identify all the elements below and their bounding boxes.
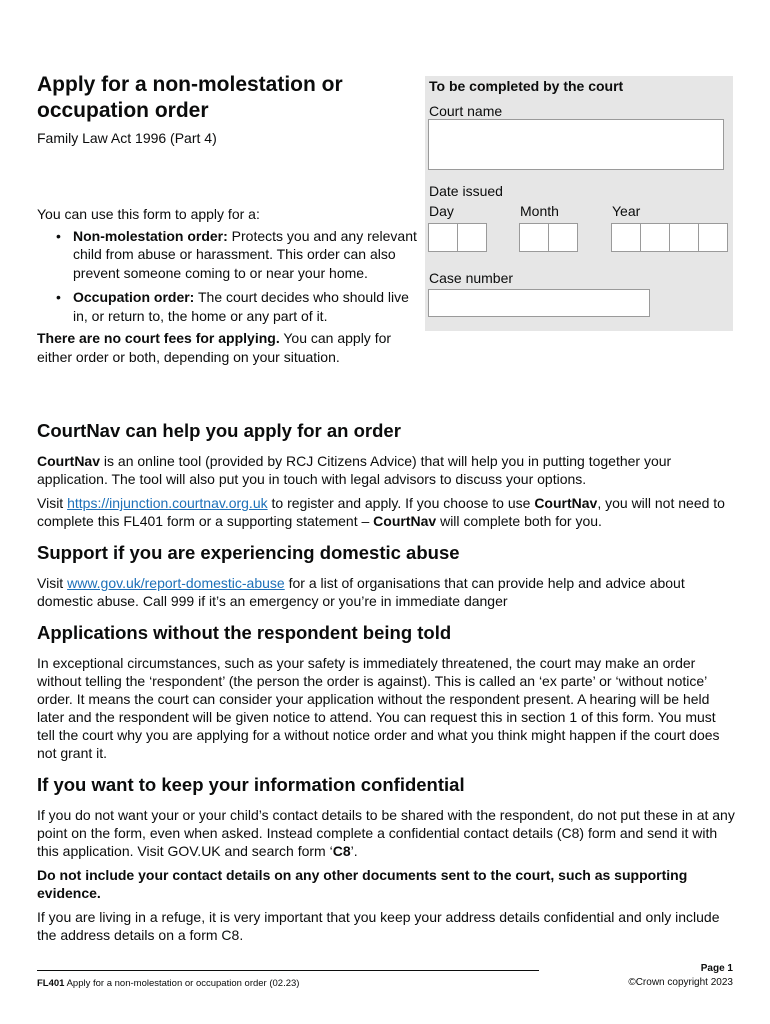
month-digit-1-field[interactable]: [519, 223, 549, 252]
courtnav-visit: [37, 494, 737, 530]
case-number-label: Case number: [429, 270, 514, 286]
courtnav-section: [37, 420, 737, 530]
month-digit-2-field[interactable]: [548, 223, 578, 252]
page-title: Apply for a non-molestation or occupation order: [37, 73, 343, 122]
date-issued-label: Date issued: [429, 183, 503, 199]
confidential-text: [37, 806, 737, 860]
copyright: ©Crown copyright 2023: [628, 977, 733, 988]
list-item-text: The court decides who should live in, or return to, the home or any part of it.: [73, 289, 409, 324]
courtnav-text: , you will not need to complete this FL401 form or a supporting statement –: [37, 495, 725, 529]
courtnav-link[interactable]: https://injunction.courtnav.org.uk: [67, 495, 268, 511]
court-name-label: Court name: [429, 103, 503, 119]
list-item-term: Non-molestation order:: [73, 227, 228, 244]
confidential-section: [37, 774, 737, 944]
court-fee-note: [37, 329, 417, 366]
year-digit-1-field[interactable]: [611, 223, 641, 252]
footer-page-info: [628, 962, 733, 990]
courtnav-description: [37, 452, 737, 488]
court-panel-heading: To be completed by the court: [429, 78, 624, 94]
report-abuse-link[interactable]: www.gov.uk/report-domestic-abuse: [67, 575, 285, 591]
court-name-field[interactable]: [428, 119, 724, 170]
courtnav-text: to register and apply. If you choose to use: [267, 495, 535, 511]
intro-block: [37, 205, 417, 366]
month-label: Month: [520, 203, 559, 219]
visit-text: Visit: [37, 495, 68, 511]
case-number-field[interactable]: [428, 289, 650, 317]
confidential-heading: If you want to keep your information confidential: [37, 774, 465, 795]
page-number: Page 1: [700, 963, 733, 974]
fee-text: You can apply for either order or both, depending on your situation.: [37, 330, 392, 365]
courtnav-description-text: is an online tool (provided by RCJ Citizens Advice) that will help you in putting together your application. The tool will also put you in touch with legal advisors to discuss your options.: [37, 453, 672, 487]
support-heading: Support if you are experiencing domestic abuse: [37, 542, 460, 563]
courtnav-name: CourtNav: [37, 453, 101, 469]
without-notice-section: [37, 622, 737, 762]
confidential-text-a: If you do not want your or your child’s contact details to be shared with the respondent, do not put these in at any point on the form, even when asked. Instead complete a confidential contact details (C8) form and send it with this application. Visit GOV.UK and search form ‘: [37, 807, 735, 859]
list-item-term: Occupation order:: [73, 289, 195, 305]
list-item: [73, 227, 417, 283]
confidential-warning-text: Do not include your contact details on any other documents sent to the court, such as supporting evidence.: [37, 867, 688, 901]
main-content: [37, 420, 737, 956]
form-subtitle: Family Law Act 1996 (Part 4): [37, 130, 217, 146]
footer-divider: [37, 970, 539, 971]
support-section: [37, 542, 737, 610]
order-type-list: [37, 227, 417, 326]
support-text-rest: for a list of organisations that can provide help and advice about domestic abuse. Call 999 if it’s an emergency or you’re in immediate danger: [37, 575, 685, 609]
intro-lead: You can use this form to apply for a:: [37, 206, 260, 222]
courtnav-text: will complete both for you.: [436, 513, 602, 529]
footer-form-info: [37, 978, 299, 989]
c8-form-name: C8: [332, 843, 351, 859]
year-digit-2-field[interactable]: [640, 223, 670, 252]
confidential-text-b: ’.: [350, 843, 358, 859]
day-label: Day: [429, 203, 454, 219]
courtnav-heading: CourtNav can help you apply for an order: [37, 420, 401, 441]
support-text: [37, 574, 737, 610]
day-digit-2-field[interactable]: [457, 223, 487, 252]
form-code: FL401: [37, 978, 65, 989]
courtnav-name: CourtNav: [534, 495, 598, 511]
visit-text: Visit: [37, 575, 68, 591]
list-item-text: Protects you and any relevant child from abuse or harassment. This order can also prevent someone coming to or near your home.: [73, 227, 417, 281]
refuge-note: If you are living in a refuge, it is very important that you keep your address details confidential and only include the address details on a form C8.: [37, 909, 720, 943]
fee-bold: There are no court fees for applying.: [37, 330, 280, 346]
without-notice-heading: Applications without the respondent being told: [37, 622, 452, 643]
year-digit-3-field[interactable]: [669, 223, 699, 252]
form-title: Apply for a non-molestation or occupation order (02.23): [64, 978, 300, 989]
year-label: Year: [612, 203, 641, 219]
year-digit-4-field[interactable]: [698, 223, 728, 252]
confidential-warning: [37, 866, 737, 902]
list-item: [73, 288, 417, 325]
courtnav-name: CourtNav: [373, 513, 437, 529]
court-use-panel: [425, 76, 733, 331]
without-notice-text: In exceptional circumstances, such as your safety is immediately threatened, the court may make an order without telling the ‘respondent’ (the person the order is against). This is called an ‘ex parte’ or ‘without notice’ order. It means the court can consider your application without the respondent present. A hearing will be held later and the respondent will be given notice to attend. You can request this in section 1 of this form. You must tell the court why you are applying for a without notice order and what you think might happen if the court does not grant it.: [37, 655, 720, 761]
day-digit-1-field[interactable]: [428, 223, 458, 252]
